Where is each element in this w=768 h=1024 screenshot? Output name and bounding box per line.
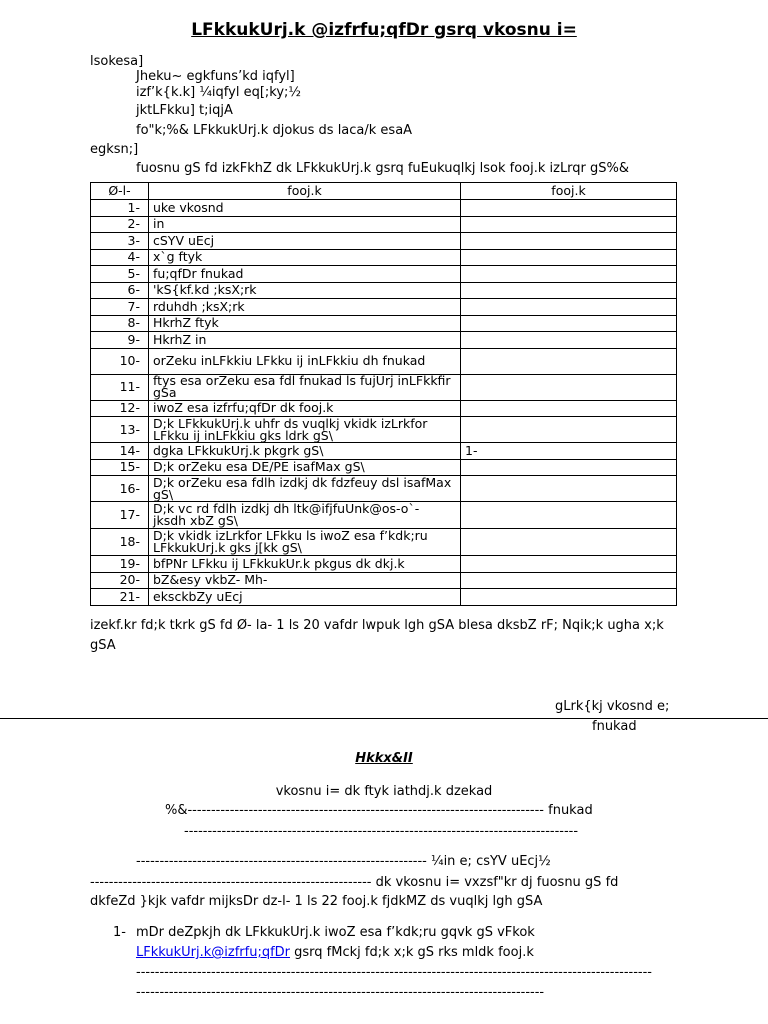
point-1-number: 1-	[113, 925, 126, 940]
table-row	[91, 502, 677, 529]
table-row	[91, 249, 677, 266]
sender-label: lsokesa]	[90, 54, 144, 69]
row-serial: 20-	[91, 572, 149, 589]
subject-line: fo"k;%& LFkkukUrj.k djokus ds laca/k esaA	[136, 123, 413, 138]
row-serial: 8-	[91, 315, 149, 332]
row-value[interactable]	[461, 200, 677, 217]
signature-label: gLrk{kj vkosnd e;	[555, 699, 670, 714]
row-value[interactable]	[461, 502, 677, 529]
salutation: egksn;]	[90, 142, 139, 157]
row-value[interactable]	[461, 374, 677, 400]
table-row	[91, 572, 677, 589]
receipt-line-4: ------------------------------------------------------------ dk vkosnu i= vxzsf"kr dj fuosnu gS fd	[90, 875, 619, 890]
row-value[interactable]	[461, 529, 677, 556]
row-label: D;k orZeku esa fdlh izdkj dk fdzfeuy dsl isafMax gS\	[149, 476, 461, 502]
table-row	[91, 233, 677, 250]
row-serial: 14-	[91, 443, 149, 460]
row-label: x`g ftyk	[149, 249, 461, 266]
row-value[interactable]	[461, 400, 677, 417]
row-label: fu;qfDr fnukad	[149, 266, 461, 283]
part-two-heading: Hkkx&II	[355, 751, 413, 766]
row-label: HkrhZ in	[149, 332, 461, 349]
row-label: HkrhZ ftyk	[149, 315, 461, 332]
point-1-text: mDr deZpkjh dk LFkkukUrj.k iwoZ esa f’kdk;ru gqvk gS vFkok	[136, 925, 535, 940]
header-particulars: fooj.k	[149, 183, 461, 200]
row-serial: 15-	[91, 459, 149, 476]
row-serial: 19-	[91, 556, 149, 573]
table-row	[91, 589, 677, 606]
receipt-title: vkosnu i= dk ftyk iathdj.k dzekad	[275, 784, 493, 799]
row-serial: 4-	[91, 249, 149, 266]
row-label: iwoZ esa izfrfu;qfDr dk fooj.k	[149, 400, 461, 417]
row-label: dgka LFkkukUrj.k pkgrk gS\	[149, 443, 461, 460]
fill-line-1: --------------------------------------------------------------------------------------------------------------	[136, 965, 653, 980]
header-serial: Ø-l-	[91, 183, 149, 200]
row-serial: 16-	[91, 476, 149, 502]
table-row	[91, 332, 677, 349]
row-serial: 13-	[91, 417, 149, 443]
form-title: LFkkukUrj.k @izfrfu;qfDr gsrq vkosnu i=	[191, 20, 577, 40]
point-1-rest: gsrq fMckj fd;k x;k gS rks mldk fooj.k	[290, 945, 534, 960]
header-details: fooj.k	[461, 183, 677, 200]
row-value[interactable]	[461, 348, 677, 374]
table-row	[91, 282, 677, 299]
table-header-row	[91, 183, 677, 200]
receipt-line-3: -------------------------------------------------------------- ¼in e; csYV uEcj½	[136, 854, 551, 869]
table-row	[91, 459, 677, 476]
row-serial: 11-	[91, 374, 149, 400]
row-serial: 18-	[91, 529, 149, 556]
sender-line-1: Jheku~ egkfuns’kd iqfyl]	[136, 69, 295, 84]
row-value[interactable]	[461, 417, 677, 443]
row-label: D;k LFkkukUrj.k uhfr ds vuqlkj vkidk izLrkfor LFkku ij inLFkkiu gks ldrk gS\	[149, 417, 461, 443]
row-value[interactable]	[461, 476, 677, 502]
row-value[interactable]	[461, 282, 677, 299]
row-serial: 12-	[91, 400, 149, 417]
row-value[interactable]	[461, 299, 677, 316]
receipt-line-2: ------------------------------------------------------------------------------------	[184, 824, 579, 839]
row-value[interactable]	[461, 266, 677, 283]
row-serial: 6-	[91, 282, 149, 299]
row-label: in	[149, 216, 461, 233]
point-1-continuation	[136, 945, 534, 960]
table-row	[91, 529, 677, 556]
fill-line-2: ---------------------------------------------------------------------------------------	[136, 985, 545, 1000]
row-serial: 1-	[91, 200, 149, 217]
row-serial: 5-	[91, 266, 149, 283]
row-label: D;k vc rd fdlh izdkj dh ltk@ifjfuUnk@os-o`- jksdh xbZ gS\	[149, 502, 461, 529]
row-label: cSYV uEcj	[149, 233, 461, 250]
row-value[interactable]	[461, 216, 677, 233]
row-label: bZ&esy vkbZ- Mh-	[149, 572, 461, 589]
row-serial: 3-	[91, 233, 149, 250]
table-row	[91, 374, 677, 400]
row-serial: 7-	[91, 299, 149, 316]
service-details-table	[90, 182, 677, 606]
table-row	[91, 299, 677, 316]
sender-line-3: jktLFkku] t;iqjA	[136, 103, 233, 118]
row-label: uke vkosnd	[149, 200, 461, 217]
date-label: fnukad	[592, 719, 637, 734]
certification-text: izekf.kr fd;k tkrk gS fd Ø- la- 1 ls 20 vafdr lwpuk lgh gSA blesa dksbZ rF; Nqik;k ugha x;k gSA	[90, 618, 664, 653]
row-value[interactable]	[461, 233, 677, 250]
section-divider	[0, 718, 768, 719]
receipt-line-5: dkfeZd }kjk vafdr mijksDr dz-l- 1 ls 22 fooj.k fjdkMZ ds vuqlkj lgh gSA	[90, 894, 543, 909]
row-serial: 21-	[91, 589, 149, 606]
row-serial: 9-	[91, 332, 149, 349]
intro-text: fuosnu gS fd izkFkhZ dk LFkkukUrj.k gsrq fuEukuqlkj lsok fooj.k izLrqr gS%&	[136, 161, 630, 176]
row-serial: 2-	[91, 216, 149, 233]
transfer-link[interactable]: LFkkukUrj.k@izfrfu;qfDr	[136, 945, 291, 960]
table-row	[91, 216, 677, 233]
row-value[interactable]	[461, 332, 677, 349]
row-value[interactable]	[461, 589, 677, 606]
sender-line-2: izf’k{k.k] ¼iqfyl eq[;ky;½	[136, 85, 302, 100]
row-label: D;k orZeku esa DE/PE isafMax gS\	[149, 459, 461, 476]
table-row	[91, 200, 677, 217]
table-row	[91, 417, 677, 443]
row-label: ftys esa orZeku esa fdl fnukad ls fujUrj inLFkkfir gSa	[149, 374, 461, 400]
row-serial: 17-	[91, 502, 149, 529]
row-value[interactable]: 1-	[461, 443, 677, 460]
table-row	[91, 443, 677, 460]
table-row	[91, 400, 677, 417]
row-label: eksckbZy uEcj	[149, 589, 461, 606]
table-row	[91, 348, 677, 374]
row-label: bfPNr LFkku ij LFkkukUr.k pkgus dk dkj.k	[149, 556, 461, 573]
row-value[interactable]	[461, 459, 677, 476]
row-label: 'kS{kf.kd ;ksX;rk	[149, 282, 461, 299]
table-row	[91, 556, 677, 573]
receipt-line-1: %&---------------------------------------------------------------------------- fnukad	[165, 803, 593, 818]
row-label: orZeku inLFkkiu LFkku ij inLFkkiu dh fnukad	[149, 348, 461, 374]
table-row	[91, 315, 677, 332]
table-row	[91, 266, 677, 283]
row-value[interactable]	[461, 556, 677, 573]
row-value[interactable]	[461, 315, 677, 332]
row-value[interactable]	[461, 572, 677, 589]
row-label: D;k vkidk izLrkfor LFkku ls iwoZ esa f’kdk;ru LFkkukUrj.k gks j[kk gS\	[149, 529, 461, 556]
row-label: rduhdh ;ksX;rk	[149, 299, 461, 316]
table-row	[91, 476, 677, 502]
row-value[interactable]	[461, 249, 677, 266]
row-serial: 10-	[91, 348, 149, 374]
